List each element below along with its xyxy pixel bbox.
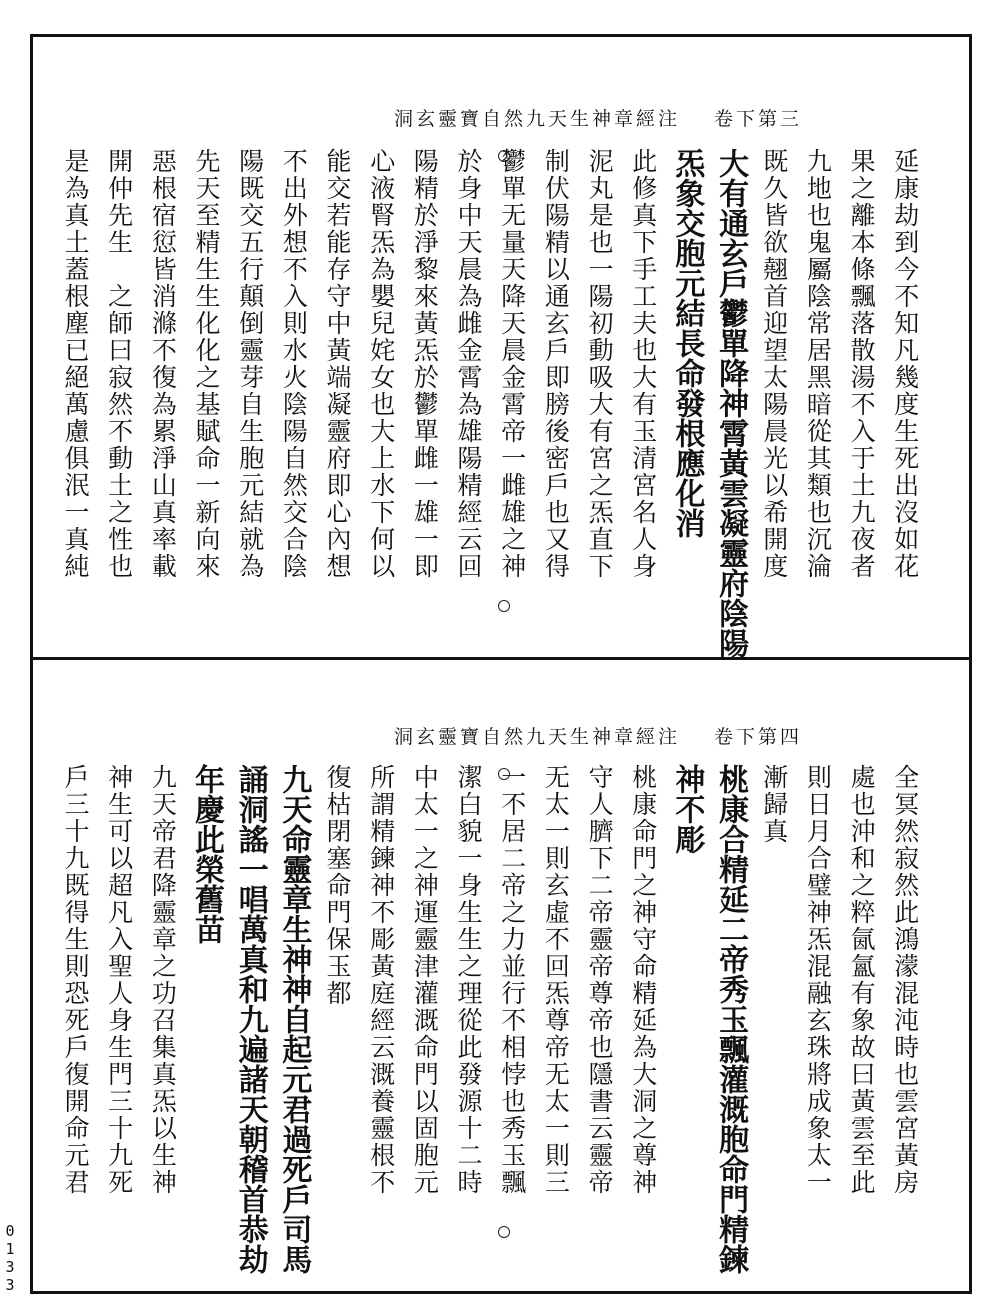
text-column: 於身中天晨為雌金霄為雄陽精經云回 [454, 148, 484, 580]
text-column: 處也沖和之粹氤氳有象故曰黃雲至此 [847, 764, 877, 1196]
text-column: 不出外想不入則水火陰陽自然交合陰 [279, 148, 309, 580]
page-header-bottom [394, 722, 802, 749]
text-column: 心液腎炁為嬰兒姹女也大上水下何以 [366, 148, 396, 580]
text-column: 果之離本條飄落散湯不入于土九夜者 [847, 148, 877, 580]
text-column: 陽既交五行顛倒靈芽自生胞元結就為 [235, 148, 265, 580]
section-label: 卷下第三 [714, 108, 803, 130]
text-column: 全冥然寂然此鴻濛混沌時也雲宮黃房 [890, 764, 920, 1196]
text-column: 神不彫 [669, 764, 705, 854]
text-panel-bottom [60, 764, 920, 1274]
text-column: 則日月合璧神炁混融玄珠將成象太一 [803, 764, 833, 1196]
text-column: 戶三十九既得生則恐死戶復開命元君 [61, 764, 90, 1196]
text-column: 既久皆欲翹首迎望太陽晨光以希開度 [759, 148, 789, 580]
sutra-title: 洞玄靈寶自然九天生神章經注 [394, 108, 681, 130]
text-column: 開仲先生 之師曰寂然不動土之性也 [104, 148, 134, 580]
text-column: 延康劫到今不知凡幾度生死出沒如花 [890, 148, 920, 580]
text-column: 年慶此榮舊苗 [189, 764, 225, 944]
text-column: 鬱單无量天降天晨金霄帝一雌雄之神 [497, 148, 527, 580]
section-label: 卷下第四 [714, 726, 803, 748]
text-column: 泥丸是也一陽初動吸大有宮之炁直下 [585, 148, 615, 580]
text-column: 誦洞謠一唱萬真和九遍諸天朝稽首恭劫 [232, 764, 268, 1274]
text-column: 漸歸真 [759, 764, 789, 845]
text-column: 桃康命門之神守命精延為大洞之尊神 [628, 764, 658, 1196]
sutra-title: 洞玄靈寶自然九天生神章經注 [394, 726, 681, 748]
text-column: 陽精於淨黎來黃炁於鬱單雌一雄一即 [410, 148, 440, 580]
text-column: 一不居二帝之力並行不相悖也秀玉飄 [497, 764, 527, 1196]
text-column: 九地也鬼屬陰常居黑暗從其類也沉淪 [803, 148, 833, 580]
text-column: 中太一之神運靈津灌溉命門以固胞元 [410, 764, 440, 1196]
text-column: 桃康合精延二帝秀玉飄灌溉胞命門精鍊 [713, 764, 749, 1274]
text-column: 大有通玄戶鬱單降神霄黃雲凝靈府陰陽 [713, 148, 749, 658]
page-header-top [394, 104, 802, 131]
text-column: 此修真下手工夫也大有玉清宮名人身 [628, 148, 658, 580]
page-number [0, 1222, 20, 1294]
page-number-digit: 1 [5, 1240, 15, 1258]
page-number-digit: 3 [5, 1258, 15, 1276]
text-column: 炁象交胞元結長命發根應化消 [669, 148, 705, 538]
text-column: 復枯閉塞命門保玉都 [323, 764, 353, 1007]
text-column: 九天命靈章生神神自起元君過死戶司馬 [276, 764, 312, 1274]
text-column: 所謂精鍊神不彫黃庭經云溉養靈根不 [366, 764, 396, 1196]
page-number-digit: 3 [5, 1276, 15, 1294]
text-column: 是為真土蓋根塵已絕萬慮俱泯一真純 [61, 148, 90, 580]
text-column: 先天至精生生化化之基賦命一新向來 [192, 148, 222, 580]
text-column: 潔白貌一身生生之理從此發源十二時 [454, 764, 484, 1196]
text-column: 惡根宿愆皆消滌不復為累淨山真率載 [148, 148, 178, 580]
text-column: 神生可以超凡入聖人身生門三十九死 [104, 764, 134, 1196]
text-column: 守人臍下二帝靈帝尊帝也隱書云靈帝 [585, 764, 615, 1196]
text-column: 制伏陽精以通玄戶即膀後密戶也又得 [541, 148, 571, 580]
page-divider [30, 657, 972, 660]
text-column: 无太一則玄虛不回炁尊帝无太一則三 [541, 764, 571, 1196]
text-column: 九天帝君降靈章之功召集真炁以生神 [148, 764, 178, 1196]
text-panel-top [60, 148, 920, 658]
text-column: 能交若能存守中黃端凝靈府即心內想 [323, 148, 353, 580]
page-number-digit: 0 [5, 1222, 15, 1240]
